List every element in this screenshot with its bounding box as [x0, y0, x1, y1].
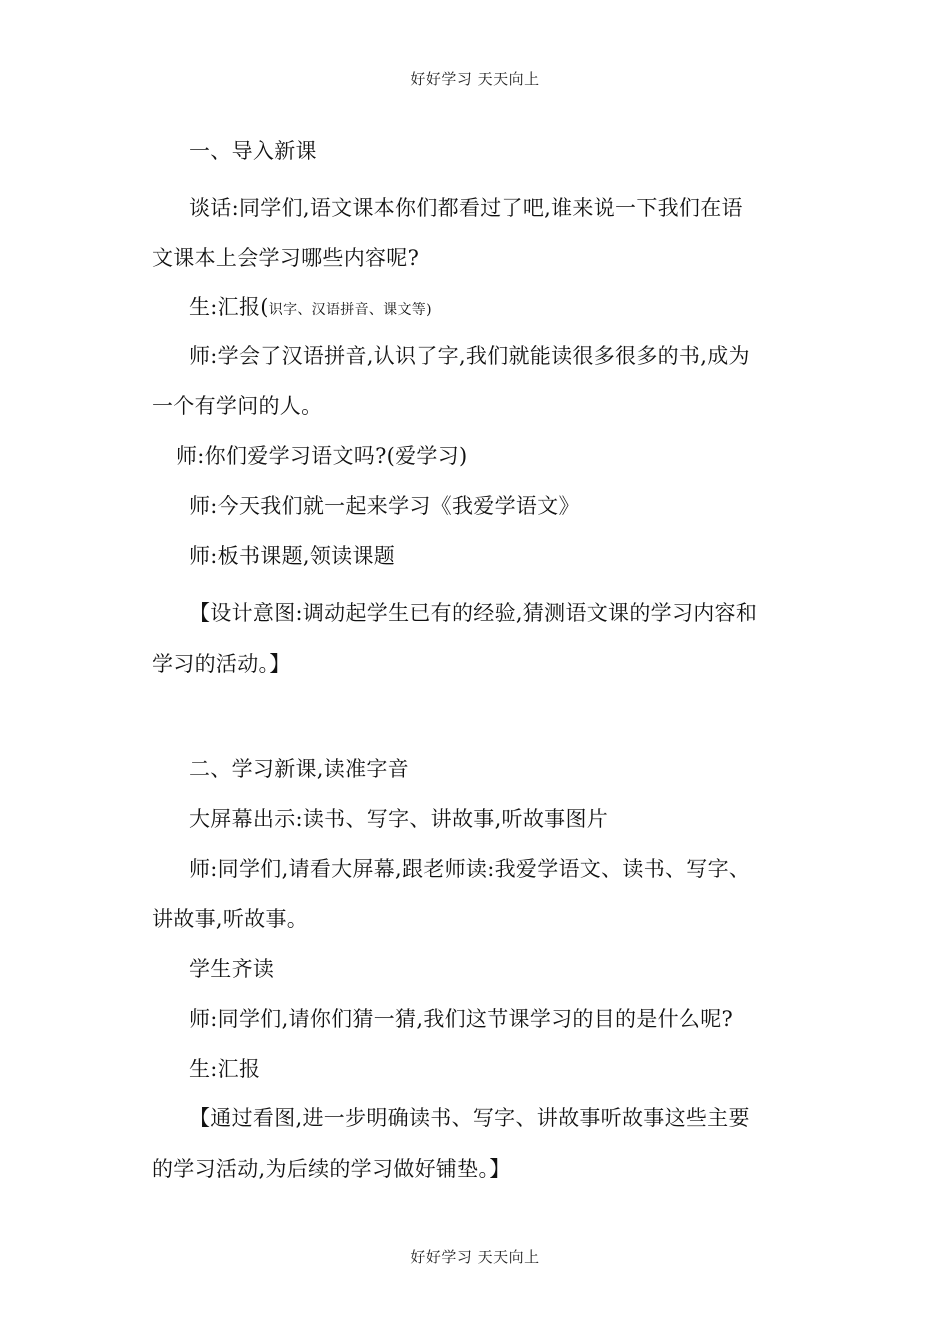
page-header: 好好学习 天天向上	[410, 70, 540, 88]
section2-paragraph5: 生:汇报	[189, 1057, 261, 1081]
section1-heading: 一、导入新课	[189, 139, 317, 163]
section2-design-intent-line2: 的学习活动,为后续的学习做好铺垫。】	[152, 1157, 511, 1181]
section2-paragraph3: 学生齐读	[189, 957, 275, 981]
section2-design-intent-line1: 【通过看图,进一步明确读书、写字、讲故事听故事这些主要	[189, 1106, 750, 1130]
section1-paragraph2-main: 生:汇报(	[189, 295, 269, 319]
section2-paragraph4: 师:同学们,请你们猜一猜,我们这节课学习的目的是什么呢?	[189, 1007, 734, 1031]
section1-paragraph1-line2: 文课本上会学习哪些内容呢?	[152, 246, 420, 270]
page-footer: 好好学习 天天向上	[410, 1248, 540, 1266]
section2-heading: 二、学习新课,读准字音	[189, 757, 409, 781]
section2-paragraph2-line2: 讲故事,听故事。	[152, 907, 309, 931]
section1-paragraph5: 师:今天我们就一起来学习《我爱学语文》	[189, 494, 580, 518]
section1-paragraph2-note: 识字、汉语拼音、课文等)	[268, 302, 432, 318]
section1-paragraph2	[189, 293, 432, 324]
section2-paragraph1: 大屏幕出示:读书、写字、讲故事,听故事图片	[189, 807, 609, 831]
section1-paragraph1-line1: 谈话:同学们,语文课本你们都看过了吧,谁来说一下我们在语	[189, 196, 743, 220]
section1-paragraph3-line1: 师:学会了汉语拼音,认识了字,我们就能读很多很多的书,成为	[189, 344, 750, 368]
section1-paragraph3-line2: 一个有学问的人。	[152, 394, 323, 418]
section1-design-intent-line1: 【设计意图:调动起学生已有的经验,猜测语文课的学习内容和	[189, 601, 758, 625]
section1-design-intent-line2: 学习的活动。】	[152, 652, 291, 676]
section2-paragraph2-line1: 师:同学们,请看大屏幕,跟老师读:我爱学语文、读书、写字、	[189, 857, 751, 881]
section1-paragraph4: 师:你们爱学习语文吗?(爱学习)	[176, 444, 468, 468]
section1-paragraph6: 师:板书课题,领读课题	[189, 544, 396, 568]
